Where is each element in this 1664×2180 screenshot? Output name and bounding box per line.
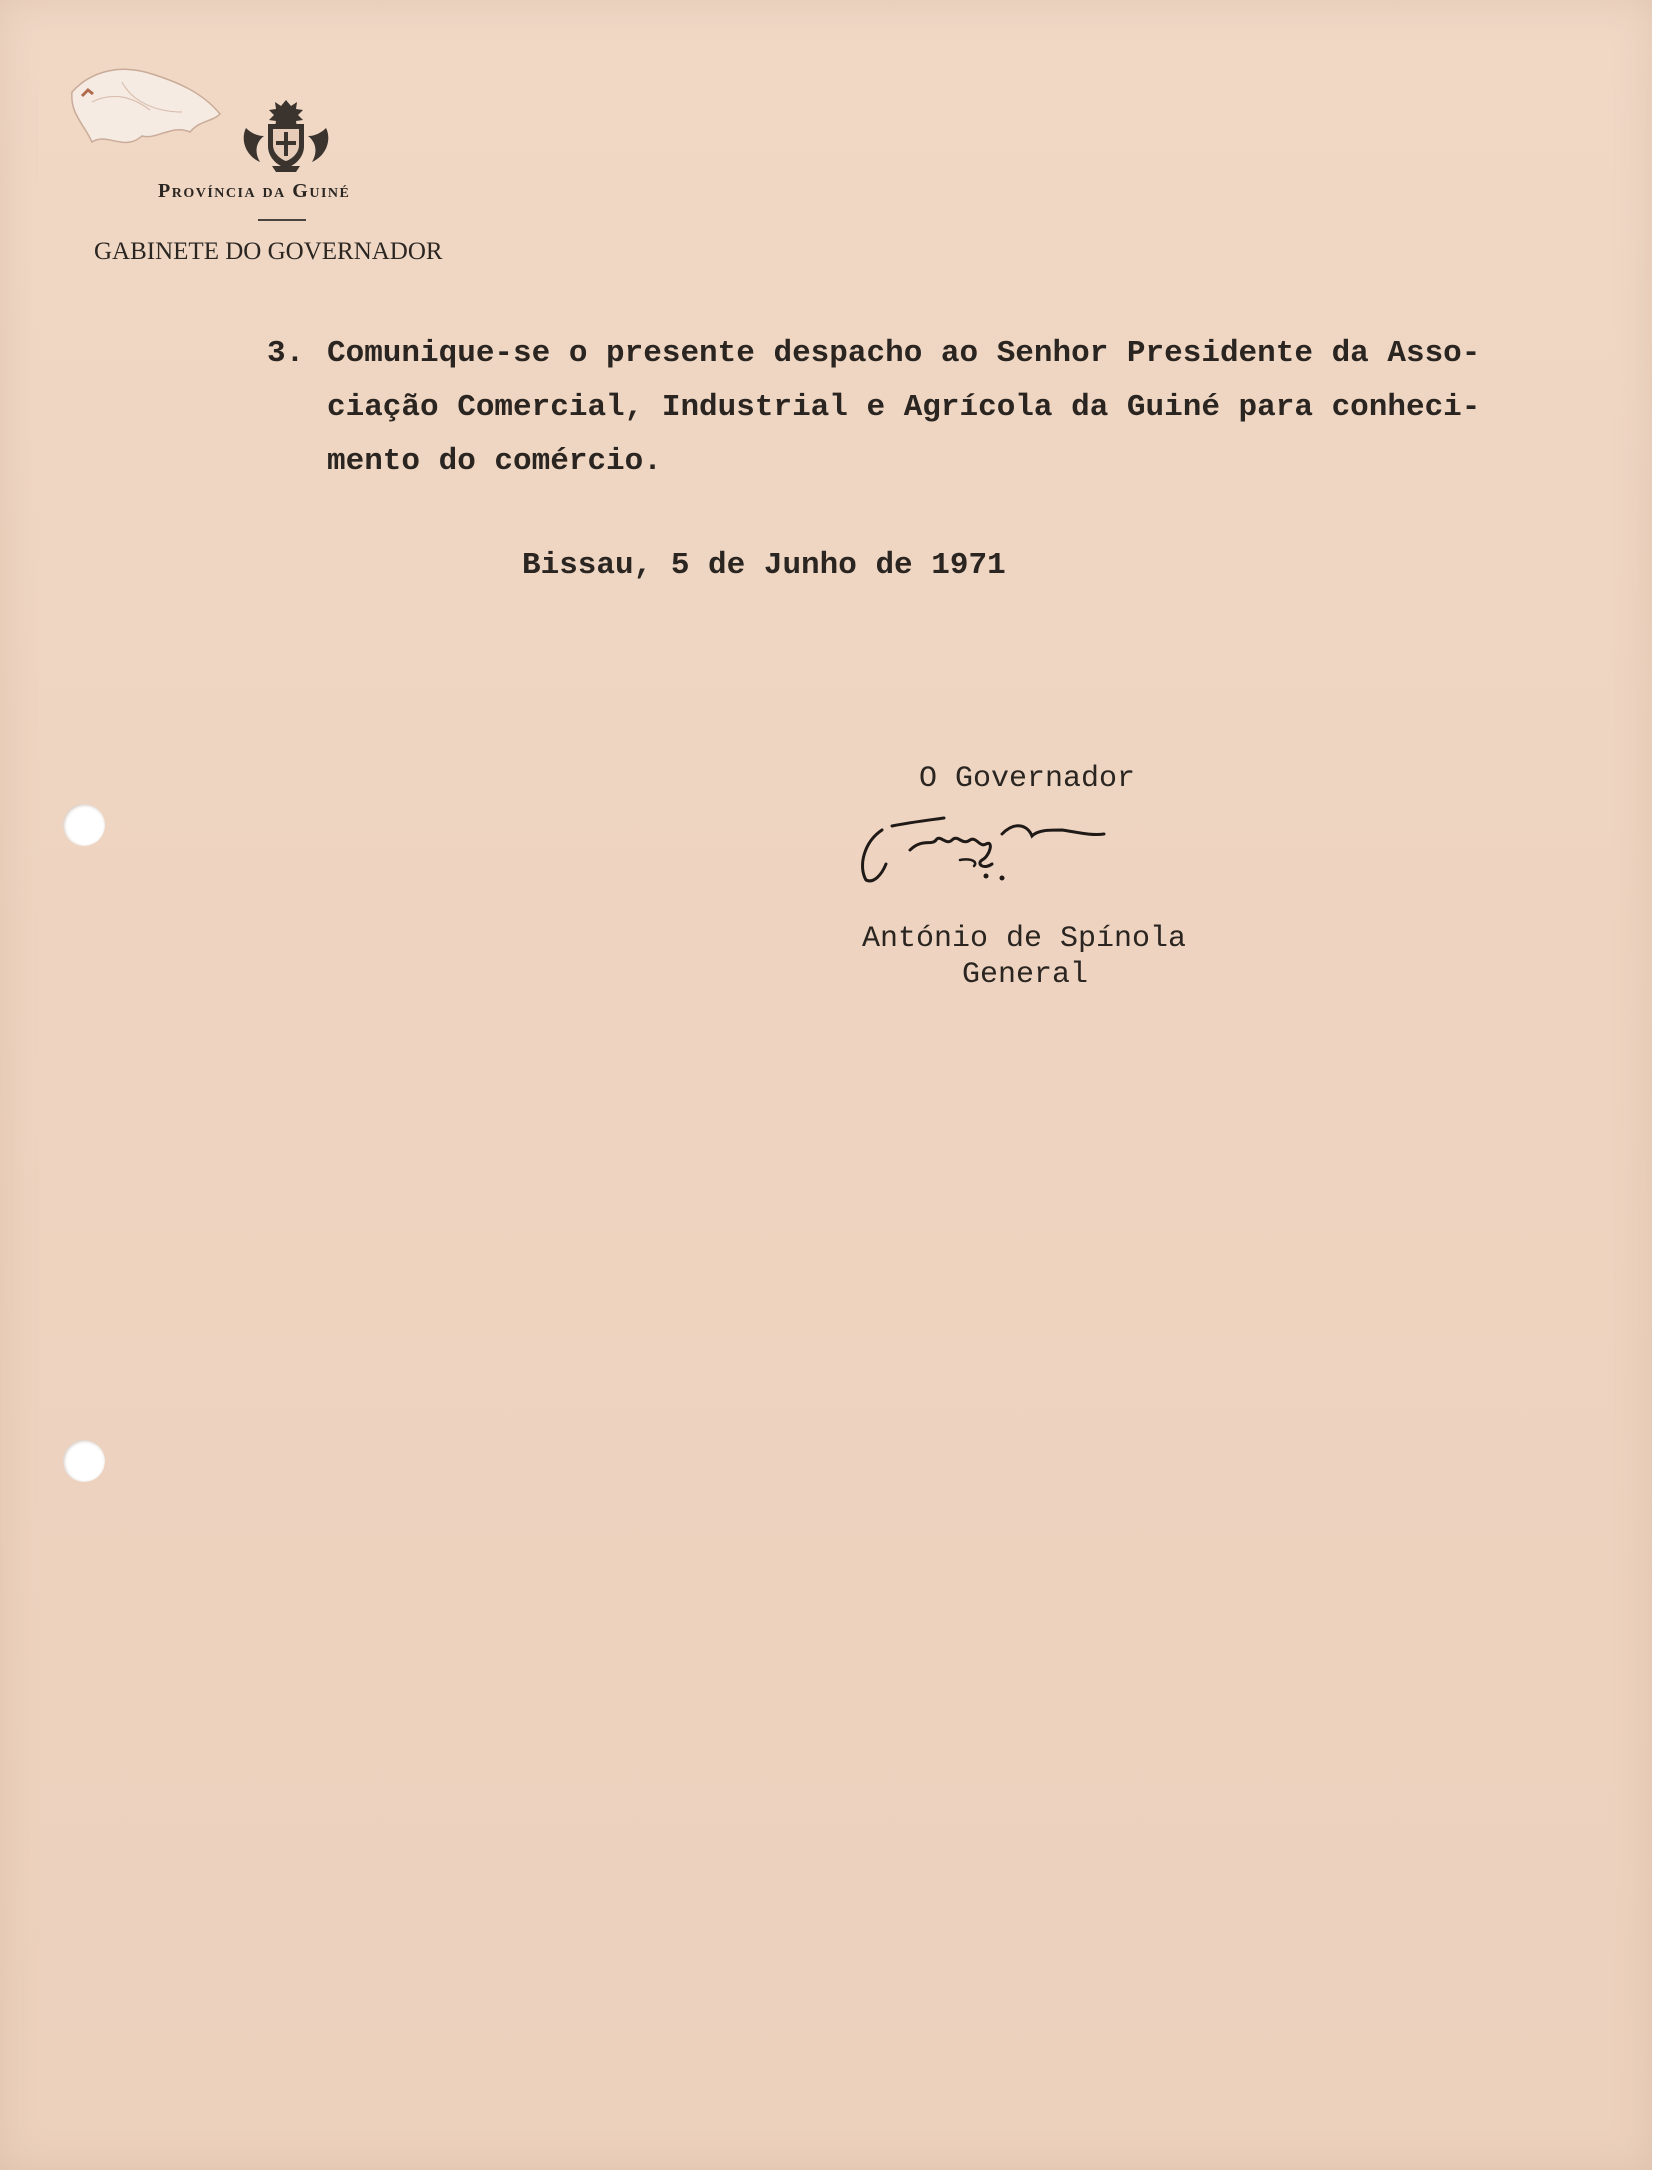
punch-hole xyxy=(63,1440,105,1482)
place-and-date: Bissau, 5 de Junho de 1971 xyxy=(522,548,1006,583)
paragraph-line: mento do comércio. xyxy=(327,444,662,479)
signatory-name: António de Spínola xyxy=(862,922,1187,956)
coat-of-arms-icon xyxy=(238,94,334,174)
paragraph-line: ciação Comercial, Industrial e Agrícola da Guiné para conheci- xyxy=(327,390,1481,425)
signatory-title: O Governador xyxy=(919,762,1136,796)
punch-hole xyxy=(63,804,105,846)
letterhead-divider xyxy=(258,219,306,221)
handwritten-signature xyxy=(852,800,1172,900)
letterhead-office: GABINETE DO GOVERNADOR xyxy=(94,238,443,265)
item-number: 3. xyxy=(267,336,305,371)
paragraph-line: Comunique-se o presente despacho ao Senhor Presidente da Asso- xyxy=(327,336,1481,371)
letterhead-province: Província da Guiné xyxy=(158,180,351,202)
paper-tear-mark xyxy=(62,62,232,172)
signatory-rank: General xyxy=(962,958,1089,992)
